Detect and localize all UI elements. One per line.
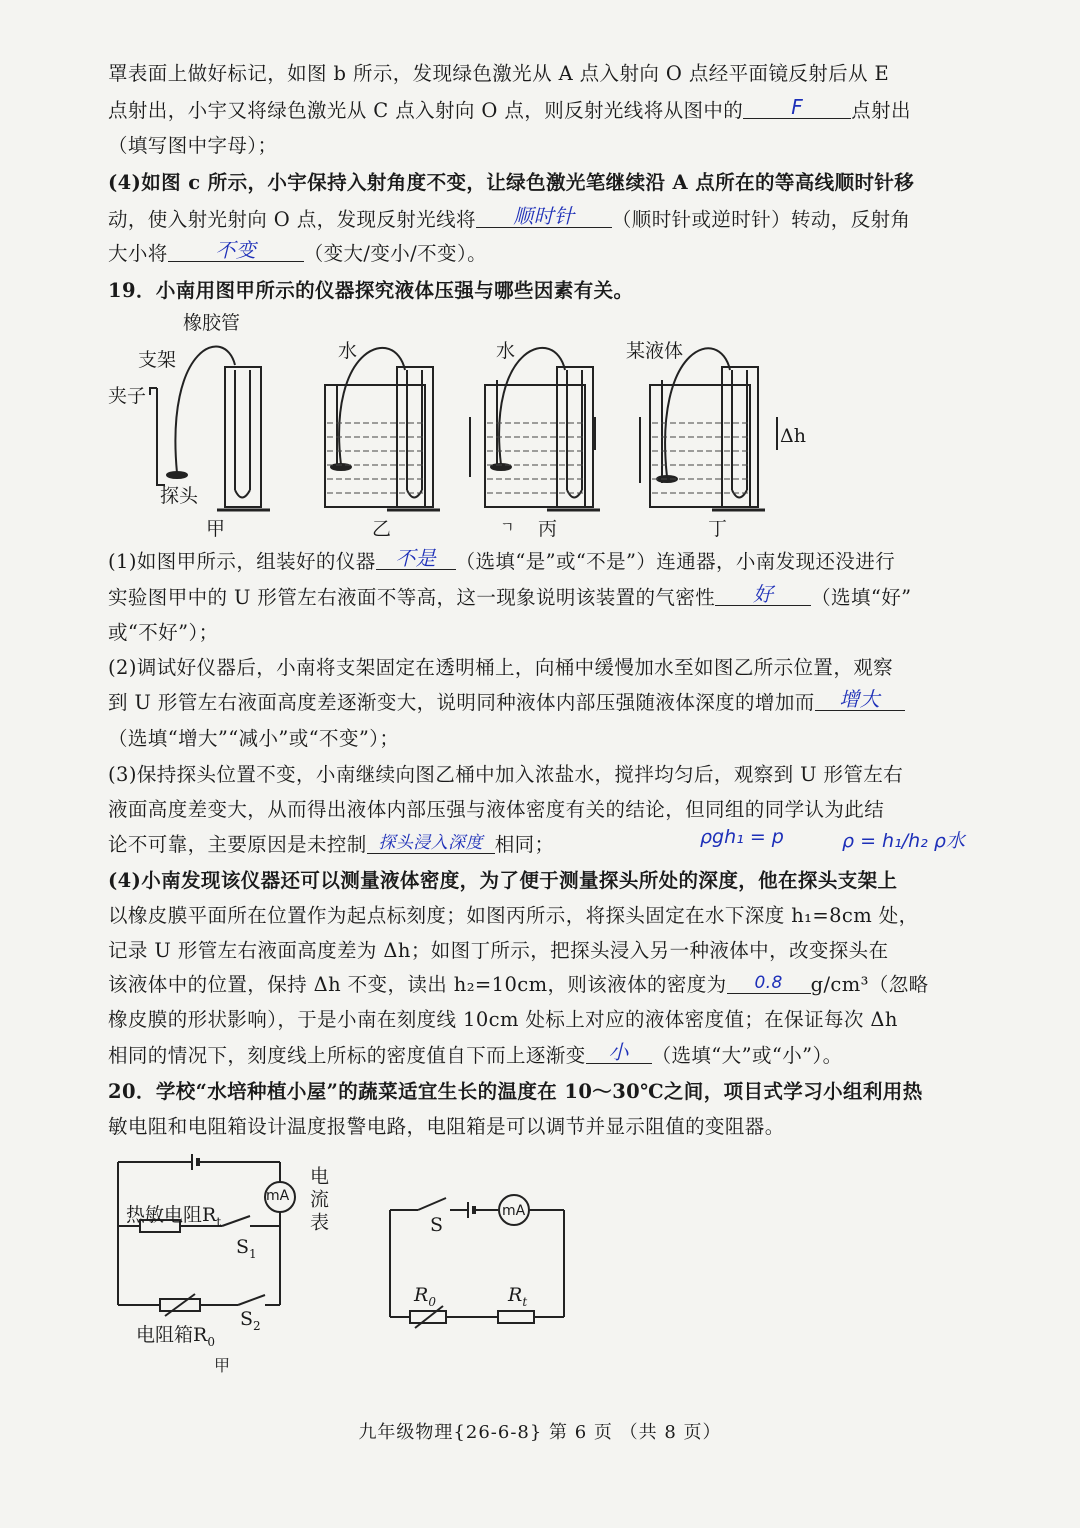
label-stray: ㄱ: [500, 518, 515, 536]
text-line: 动，使入射光射向 O 点，发现反射光线将 顺时针 （顺时针或逆时针）转动，反射角: [108, 204, 911, 231]
text-line: 敏电阻和电阻箱设计温度报警电路，电阻箱是可以调节并显示阻值的变阻器。: [108, 1115, 785, 1138]
answer-blank[interactable]: 顺时针: [476, 207, 612, 228]
label-probe: 探头: [160, 485, 199, 507]
label-dh: Δh: [780, 425, 806, 447]
switch-s1-label: $S_1$: [236, 1236, 257, 1261]
switch-s2-label: $S_2$: [240, 1308, 261, 1333]
label-yi: 乙: [372, 518, 392, 540]
resistance-box-label: 电阻箱$R_0$: [136, 1324, 215, 1349]
text-line: (3)保持探头位置不变，小南继续向图乙桶中加入浓盐水，搅拌均匀后，观察到 U 形管左右: [108, 763, 904, 786]
r0-label: $R_0$: [414, 1284, 436, 1309]
text-line: （填写图中字母）；: [108, 134, 278, 157]
ammeter-symbol: mA: [502, 1203, 526, 1219]
answer-blank[interactable]: 不变: [168, 241, 304, 262]
text-line: 点射出，小宇又将绿色激光从 C 点入射向 O 点，则反射光线将从图中的 F 点射出: [108, 95, 911, 122]
text-line: 到 U 形管左右液面高度差逐渐变大，说明同种液体内部压强随液体深度的增加而 增大: [108, 690, 905, 715]
label-water: 水: [338, 340, 358, 362]
text-line: 以橡皮膜平面所在位置作为起点标刻度；如图丙所示，将探头固定在水下深度 h₁=8cm 处，: [108, 904, 919, 927]
question-20-title: 20．学校“水培种植小屋”的蔬菜适宜生长的温度在 10～30℃之间，项目式学习小组利用热: [108, 1080, 923, 1103]
text-line: 论不可靠，主要原因是未控制 探头浸入深度 相同；: [108, 833, 555, 856]
switch-s-label: S: [430, 1214, 444, 1236]
text-line: 橡皮膜的形状影响），于是小南在刻度线 10cm 处标上对应的液体密度值；在保证每次 Δh: [108, 1008, 898, 1031]
question-19-title: 19．小南用图甲所示的仪器探究液体压强与哪些因素有关。: [108, 279, 634, 302]
label-stand: 支架: [138, 349, 177, 371]
label-water: 水: [496, 340, 516, 362]
answer-blank[interactable]: 探头浸入深度: [367, 833, 495, 854]
text-line: 罩表面上做好标记，如图 b 所示，发现绿色激光从 A 点入射向 O 点经平面镜反射后从 E: [108, 62, 890, 85]
text-line: (4)如图 c 所示，小宇保持入射角度不变，让绿色激光笔继续沿 A 点所在的等高线顺时针移: [108, 171, 915, 194]
thermistor-label: 热敏电阻$R_t$: [126, 1204, 222, 1229]
answer-blank[interactable]: 不是: [376, 549, 456, 570]
label-ding: 丁: [708, 518, 728, 540]
label-clip: 夹子: [108, 385, 147, 407]
text-line: 记录 U 形管左右液面高度差为 Δh；如图丁所示，把探头浸入另一种液体中，改变探头在: [108, 939, 889, 962]
answer-blank[interactable]: F: [743, 98, 851, 119]
ammeter-symbol: mA: [266, 1188, 290, 1204]
label-bing: 丙: [538, 518, 558, 540]
handwritten-note: ρgh₁ = p: [700, 826, 784, 848]
text-line: 该液体中的位置，保持 Δh 不变，读出 h₂=10cm，则该液体的密度为 0.8 g/cm³（忽略: [108, 973, 929, 996]
text-line: (1)如图甲所示，组装好的仪器 不是 （选填“是”或“不是”）连通器，小南发现还没进行: [108, 546, 896, 573]
text-line: 相同的情况下，刻度线上所标的密度值自下而上逐渐变 小 （选填“大”或“小”）。: [108, 1040, 843, 1067]
ammeter-label: 电流表: [307, 1166, 329, 1235]
label-rubber-tube: 橡胶管: [183, 312, 241, 334]
answer-blank[interactable]: 小: [586, 1043, 652, 1064]
label-liquid: 某液体: [626, 340, 684, 362]
text-line: 液面高度差变大，从而得出液体内部压强与液体密度有关的结论，但同组的同学认为此结: [108, 798, 885, 821]
answer-blank[interactable]: 0.8: [727, 973, 811, 994]
rt-label: $R_t$: [508, 1284, 528, 1309]
text-line: (4)小南发现该仪器还可以测量液体密度，为了便于测量探头所处的深度，他在探头支架上: [108, 869, 898, 892]
figure-19: [105, 305, 825, 545]
text-line: （选填“增大”“减小”或“不变”）；: [108, 727, 400, 750]
handwritten-note: ρ = h₁/h₂ ρ水: [842, 830, 965, 852]
answer-blank[interactable]: 好: [715, 585, 811, 606]
answer-blank[interactable]: 增大: [815, 690, 905, 711]
circuit-figure-left: [110, 1150, 310, 1320]
text-line: 或“不好”）；: [108, 621, 219, 644]
text-line: (2)调试好仪器后，小南将支架固定在透明桶上，向桶中缓慢加水至如图乙所示位置，观察: [108, 656, 894, 679]
label-jia: 甲: [214, 1356, 231, 1375]
label-jia: 甲: [206, 518, 226, 540]
page-footer: 九年级物理{26-6-8} 第 6 页 （共 8 页）: [358, 1422, 722, 1443]
text-line: 大小将 不变 （变大/变小/不变）。: [108, 238, 487, 265]
text-line: 实验图甲中的 U 形管左右液面不等高，这一现象说明该装置的气密性 好 （选填“好”: [108, 582, 912, 609]
